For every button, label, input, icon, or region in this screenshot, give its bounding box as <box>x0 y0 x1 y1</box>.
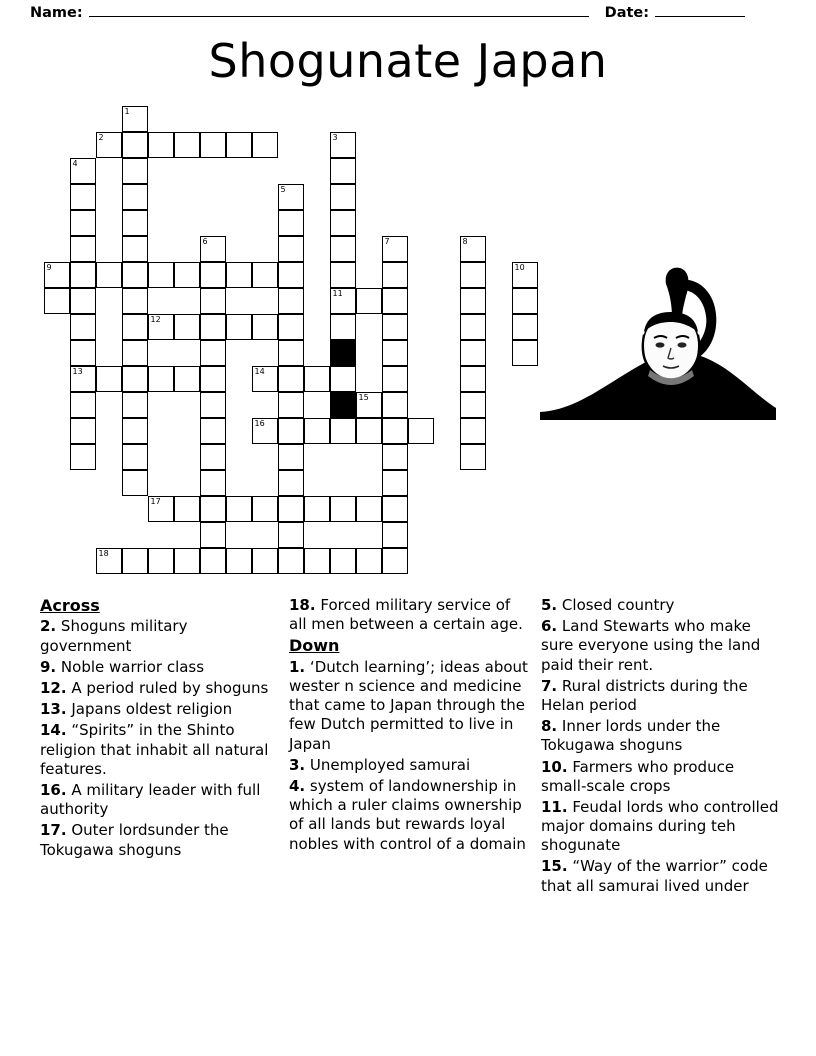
crossword-cell[interactable] <box>96 262 122 288</box>
clue-column-1 <box>40 596 277 898</box>
crossword-cell[interactable] <box>512 314 538 340</box>
crossword-cell[interactable] <box>200 470 226 496</box>
crossword-cell-number: 6 <box>202 237 208 246</box>
crossword-cell[interactable] <box>70 158 96 184</box>
clue-number: 12. <box>40 679 67 698</box>
crossword-cell[interactable] <box>252 314 278 340</box>
crossword-cell[interactable] <box>330 132 356 158</box>
crossword-cell[interactable] <box>330 262 356 288</box>
crossword-cell[interactable] <box>304 496 330 522</box>
crossword-cell[interactable] <box>200 418 226 444</box>
crossword-cell[interactable] <box>382 392 408 418</box>
clue-across-14 <box>40 721 277 779</box>
clue-number: 18. <box>289 596 316 614</box>
clue-text: Closed country <box>561 596 675 614</box>
crossword-cell[interactable] <box>122 158 148 184</box>
clue-across-2 <box>40 617 277 655</box>
crossword-cell[interactable] <box>304 418 330 444</box>
clue-number: 14. <box>40 721 67 740</box>
crossword-cell[interactable] <box>174 496 200 522</box>
crossword-cell[interactable] <box>70 262 96 288</box>
crossword-cell-number: 12 <box>150 315 161 324</box>
crossword-cell[interactable] <box>122 470 148 496</box>
crossword-cell[interactable] <box>200 496 226 522</box>
crossword-cell[interactable] <box>460 236 486 262</box>
crossword-cell[interactable] <box>356 548 382 574</box>
crossword-cell[interactable] <box>200 236 226 262</box>
clue-down-6 <box>541 617 781 675</box>
clue-number: 7. <box>541 676 558 695</box>
crossword-cell-blocked <box>330 340 356 366</box>
crossword-cell[interactable] <box>122 236 148 262</box>
crossword-cell[interactable] <box>70 444 96 470</box>
crossword-cell-number: 14 <box>254 367 265 376</box>
clue-number: 4. <box>289 776 306 795</box>
crossword-cell[interactable] <box>122 262 148 288</box>
across-heading: Across <box>40 596 100 615</box>
clue-down-3 <box>289 756 529 775</box>
clue-across-18 <box>289 596 529 634</box>
crossword-cell-number: 16 <box>254 419 265 428</box>
crossword-cell[interactable] <box>304 548 330 574</box>
crossword-cell-number: 10 <box>514 263 525 272</box>
crossword-cell[interactable] <box>460 444 486 470</box>
crossword-cell[interactable] <box>96 548 122 574</box>
crossword-cell[interactable] <box>382 314 408 340</box>
crossword-cell[interactable] <box>252 132 278 158</box>
clue-down-11 <box>541 798 781 856</box>
date-blank-line[interactable] <box>655 4 745 17</box>
crossword-cell-number: 18 <box>98 549 109 558</box>
clue-down-1 <box>289 658 529 754</box>
crossword-cell[interactable] <box>200 548 226 574</box>
clue-text: Unemployed samurai <box>309 755 471 774</box>
crossword-cell[interactable] <box>122 288 148 314</box>
crossword-cell[interactable] <box>278 444 304 470</box>
crossword-cell[interactable] <box>278 340 304 366</box>
clue-number: 16. <box>40 780 67 799</box>
crossword-cell[interactable] <box>200 262 226 288</box>
crossword-cell[interactable] <box>122 366 148 392</box>
crossword-cell[interactable] <box>226 496 252 522</box>
crossword-cell[interactable] <box>226 314 252 340</box>
clue-down-8 <box>541 717 781 755</box>
crossword-cell[interactable] <box>252 418 278 444</box>
crossword-cell[interactable] <box>382 496 408 522</box>
crossword-cell[interactable] <box>330 236 356 262</box>
crossword-cell[interactable] <box>460 366 486 392</box>
crossword-cell[interactable] <box>200 522 226 548</box>
crossword-cell[interactable] <box>174 132 200 158</box>
crossword-cell[interactable] <box>148 496 174 522</box>
clue-text: Outer lordsunder the Tokugawa shoguns <box>40 821 229 859</box>
crossword-cell[interactable] <box>122 106 148 132</box>
crossword-cell[interactable] <box>122 132 148 158</box>
crossword-cell[interactable] <box>460 288 486 314</box>
crossword-cell[interactable] <box>382 418 408 444</box>
clue-across-12 <box>40 679 277 698</box>
clue-number: 1. <box>289 657 306 676</box>
crossword-cell-number: 1 <box>124 107 130 116</box>
crossword-cell[interactable] <box>382 340 408 366</box>
crossword-cell[interactable] <box>278 496 304 522</box>
clue-text: Inner lords under the Tokugawa shoguns <box>541 717 721 755</box>
crossword-cell[interactable] <box>122 548 148 574</box>
crossword-cell[interactable] <box>460 262 486 288</box>
clue-down-15 <box>541 857 781 895</box>
clue-across-17 <box>40 821 277 859</box>
clue-number: 3. <box>289 755 306 774</box>
clue-number: 2. <box>40 617 57 636</box>
crossword-cell[interactable] <box>512 288 538 314</box>
clue-text: “Spirits” in the Shinto religion that inhabit all natural features. <box>40 721 269 778</box>
crossword-cell[interactable] <box>382 288 408 314</box>
crossword-cell[interactable] <box>122 184 148 210</box>
crossword-cell-number: 4 <box>72 159 78 168</box>
crossword-cell[interactable] <box>382 236 408 262</box>
crossword-cell[interactable] <box>200 340 226 366</box>
crossword-cell[interactable] <box>460 392 486 418</box>
crossword-cell[interactable] <box>148 262 174 288</box>
crossword-cell[interactable] <box>278 210 304 236</box>
crossword-cell[interactable] <box>356 496 382 522</box>
clue-down-7 <box>541 677 781 715</box>
crossword-cell[interactable] <box>122 314 148 340</box>
clue-text: Rural districts during the Helan period <box>541 676 748 714</box>
crossword-cell-number: 5 <box>280 185 286 194</box>
crossword-cell-number: 7 <box>384 237 390 246</box>
crossword-cell[interactable] <box>278 262 304 288</box>
crossword-cell[interactable] <box>512 262 538 288</box>
crossword-cell[interactable] <box>330 548 356 574</box>
crossword-cell[interactable] <box>252 548 278 574</box>
crossword-cell[interactable] <box>200 366 226 392</box>
crossword-cell[interactable] <box>122 392 148 418</box>
crossword-cell[interactable] <box>330 366 356 392</box>
clue-down-4 <box>289 777 529 854</box>
crossword-cell[interactable] <box>382 522 408 548</box>
crossword-grid[interactable] <box>44 106 544 592</box>
crossword-cell[interactable] <box>382 548 408 574</box>
clue-number: 10. <box>541 757 568 776</box>
clue-text: Feudal lords who controlled major domains during teh shogunate <box>541 797 779 855</box>
crossword-cell[interactable] <box>44 262 70 288</box>
clue-text: ‘Dutch learning’; ideas about wester n science and medicine that came to Japan through the few Dutch permitted to live in Japan <box>289 657 528 753</box>
crossword-cell[interactable] <box>70 210 96 236</box>
crossword-cell[interactable] <box>70 184 96 210</box>
crossword-cell[interactable] <box>122 444 148 470</box>
crossword-cell[interactable] <box>278 470 304 496</box>
crossword-cell[interactable] <box>512 340 538 366</box>
crossword-cell[interactable] <box>330 496 356 522</box>
crossword-cell[interactable] <box>226 262 252 288</box>
crossword-cell[interactable] <box>304 366 330 392</box>
crossword-cell[interactable] <box>70 288 96 314</box>
crossword-cell[interactable] <box>252 496 278 522</box>
clue-number: 15. <box>541 857 568 876</box>
clue-number: 9. <box>40 657 57 676</box>
crossword-cell[interactable] <box>174 262 200 288</box>
page-title: Shogunate Japan <box>208 34 608 88</box>
crossword-cell[interactable] <box>278 418 304 444</box>
crossword-cell[interactable] <box>382 366 408 392</box>
crossword-cell[interactable] <box>278 288 304 314</box>
crossword-cell[interactable] <box>200 444 226 470</box>
clue-column-3 <box>541 596 781 898</box>
clue-down-10 <box>541 758 781 796</box>
clue-down-5 <box>541 596 781 615</box>
clue-number: 5. <box>541 596 558 614</box>
clue-text: Forced military service of all men between a certain age. <box>289 596 523 634</box>
crossword-cell[interactable] <box>174 548 200 574</box>
crossword-cell[interactable] <box>330 158 356 184</box>
crossword-cell[interactable] <box>200 392 226 418</box>
crossword-cell-number: 11 <box>332 289 343 298</box>
crossword-cell-blocked <box>330 392 356 418</box>
clue-text: A period ruled by shoguns <box>71 679 269 698</box>
down-heading: Down <box>289 636 340 656</box>
crossword-cell[interactable] <box>200 132 226 158</box>
clue-text: Land Stewarts who make sure everyone using the land paid their rent. <box>541 617 761 674</box>
clue-text: A military leader with full authority <box>40 780 261 819</box>
crossword-cell[interactable] <box>356 392 382 418</box>
crossword-cell-number: 15 <box>358 393 369 402</box>
crossword-cell[interactable] <box>252 262 278 288</box>
date-label: Date: <box>604 5 650 21</box>
crossword-cell[interactable] <box>200 314 226 340</box>
crossword-cell[interactable] <box>70 392 96 418</box>
crossword-cell[interactable] <box>460 340 486 366</box>
clue-number: 17. <box>40 821 67 840</box>
crossword-cell[interactable] <box>278 392 304 418</box>
crossword-cell-number: 13 <box>72 367 83 376</box>
clue-number: 8. <box>541 717 558 736</box>
crossword-cell[interactable] <box>278 314 304 340</box>
crossword-cell[interactable] <box>200 288 226 314</box>
name-blank-line[interactable] <box>89 4 589 17</box>
crossword-cell[interactable] <box>356 288 382 314</box>
crossword-cell[interactable] <box>148 366 174 392</box>
crossword-cell[interactable] <box>70 314 96 340</box>
crossword-cell[interactable] <box>70 340 96 366</box>
crossword-cell[interactable] <box>278 184 304 210</box>
crossword-cell[interactable] <box>330 210 356 236</box>
crossword-cell[interactable] <box>148 314 174 340</box>
crossword-cell[interactable] <box>122 340 148 366</box>
crossword-cell[interactable] <box>148 548 174 574</box>
crossword-cell-number: 3 <box>332 133 338 142</box>
clue-number: 6. <box>541 617 558 636</box>
crossword-cell[interactable] <box>252 366 278 392</box>
crossword-cell[interactable] <box>70 418 96 444</box>
crossword-cell[interactable] <box>278 522 304 548</box>
clue-number: 11. <box>541 797 568 816</box>
name-label: Name: <box>30 5 83 21</box>
crossword-cell[interactable] <box>122 210 148 236</box>
name-date-header <box>30 4 786 21</box>
crossword-cell[interactable] <box>330 184 356 210</box>
crossword-cell[interactable] <box>408 418 434 444</box>
crossword-cell[interactable] <box>174 366 200 392</box>
clue-number: 13. <box>40 700 67 719</box>
crossword-cell-number: 9 <box>46 263 52 272</box>
clue-across-16 <box>40 781 277 819</box>
crossword-cell[interactable] <box>226 132 252 158</box>
clue-text: system of landownership in which a ruler claims ownership of all lands but rewards loyal nobles with control of a domain <box>289 776 526 853</box>
clue-columns <box>40 596 784 898</box>
clue-column-2 <box>289 596 529 898</box>
clue-text: “Way of the warrior” code that all samurai lived under <box>541 857 768 895</box>
clue-across-13 <box>40 700 277 719</box>
crossword-cell[interactable] <box>356 418 382 444</box>
crossword-cell[interactable] <box>174 314 200 340</box>
crossword-cell[interactable] <box>278 236 304 262</box>
clue-text: Japans oldest religion <box>71 700 233 719</box>
clue-across-9 <box>40 658 277 677</box>
crossword-cell[interactable] <box>96 132 122 158</box>
samurai-head-illustration <box>538 262 778 422</box>
crossword-cell[interactable] <box>330 314 356 340</box>
crossword-cell[interactable] <box>148 132 174 158</box>
crossword-cell[interactable] <box>330 418 356 444</box>
crossword-cell[interactable] <box>278 548 304 574</box>
crossword-cell[interactable] <box>96 366 122 392</box>
crossword-cell[interactable] <box>382 470 408 496</box>
crossword-cell[interactable] <box>382 262 408 288</box>
crossword-cell[interactable] <box>460 418 486 444</box>
crossword-cell[interactable] <box>70 366 96 392</box>
crossword-cell[interactable] <box>382 444 408 470</box>
crossword-cell-number: 8 <box>462 237 468 246</box>
crossword-cell[interactable] <box>278 366 304 392</box>
clue-text: Shoguns military government <box>40 617 188 655</box>
crossword-cell-number: 2 <box>98 133 104 142</box>
crossword-cell[interactable] <box>122 418 148 444</box>
crossword-cell[interactable] <box>460 314 486 340</box>
crossword-cell-number: 17 <box>150 497 161 506</box>
clue-text: Farmers who produce small-scale crops <box>541 757 735 795</box>
clue-text: Noble warrior class <box>60 657 205 676</box>
crossword-cell[interactable] <box>70 236 96 262</box>
crossword-cell[interactable] <box>44 288 70 314</box>
crossword-cell[interactable] <box>226 548 252 574</box>
crossword-cell[interactable] <box>330 288 356 314</box>
